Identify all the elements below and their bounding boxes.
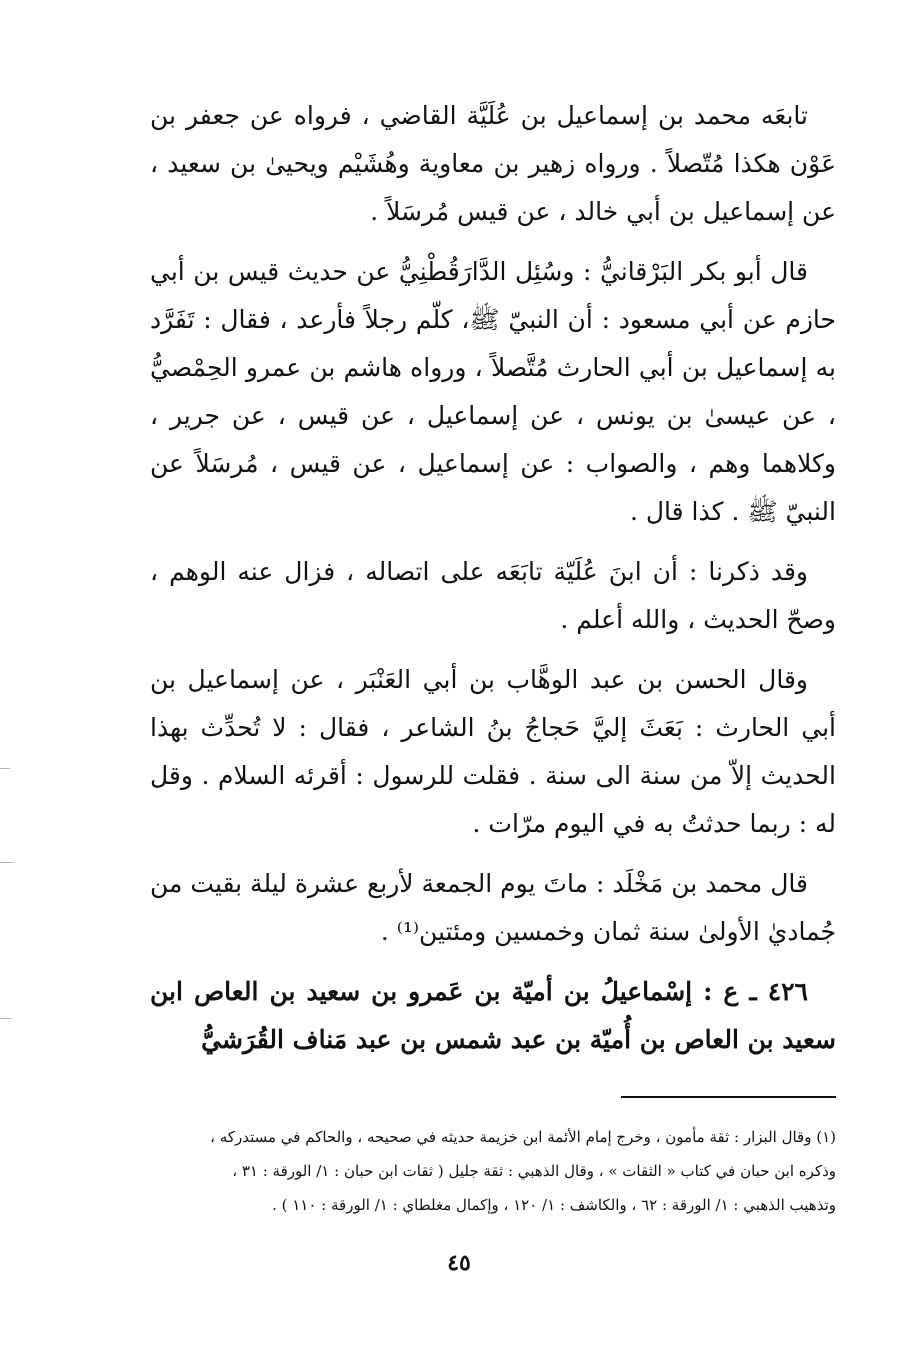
paragraph-4: وقال الحسن بن عبد الوهَّاب بن أبي العَنْبَر ، عن إسماعيل بن أبي الحارث : بَعَثَ إليَّ حَجاجُ بنُ الشاعر ، فقال : لا تُحدِّث بهذا الحديث إلاّ من سنة الى سنة . فقلت للرسول : أقرئه السلام . وقل له : ربما حدثتُ به في اليوم مرّات . [150, 665, 836, 838]
footnote-line: (١) وقال البزار : ثقة مأمون ، وخرج إمام الأئمة ابن خزيمة حديثه في صحيحه ، والحاكم في مستدركه ، [210, 1128, 836, 1146]
footnote-separator [621, 1096, 836, 1098]
paragraph-2: قال أبو بكر البَرْقانيُّ : وسُئِل الدَّارَقُطْنِيُّ عن حديث قيس بن أبي حازم عن أبي مسعود : أن النبيّ ﷺ، كلّم رجلاً فأرعد ، فقال : تَفَرَّد به إسماعيل بن أبي الحارث مُتَّصلاً ، ورواه هاشم بن عمرو الحِمْصيُّ ، عن عيسىٰ بن يونس ، عن إسماعيل ، عن قيس ، عن جرير ، وكلاهما وهم ، والصواب : عن إسماعيل ، عن قيس ، مُرسَلاً عن النبيّ ﷺ . كذا قال . [150, 257, 836, 526]
footnote-line: وذكره ابن حبان في كتاب « الثقات » ، وقال الذهبي : ثقة جليل ( ثقات ابن حبان : ١/ الورقة : ٣١ ، [232, 1162, 836, 1180]
margin-mark [0, 1018, 12, 1019]
margin-mark [0, 768, 10, 769]
main-text [150, 92, 836, 1076]
footnote-line: وتذهيب الذهبي : ١/ الورقة : ٦٢ ، والكاشف : ١/ ١٢٠ ، وإكمال مغلطاي : ١/ الورقة : ١١٠ ) . [272, 1196, 836, 1214]
paragraph-5: قال محمد بن مَخْلَد : ماتَ يوم الجمعة لأربع عشرة ليلة بقيت من جُماديٰ الأولىٰ سنة ثمان وخمسين ومئتين⁽¹⁾ . [150, 869, 836, 946]
biography-entry-heading: ٤٢٦ ـ ع : إسْماعيلُ بن أميّة بن عَمرو بن سعيد بن العاص ابن سعيد بن العاص بن أُميّة بن عبد شمس بن عبد مَناف القُرَشيُّ [150, 977, 836, 1054]
paragraph-1: تابعَه محمد بن إسماعيل بن عُلَيَّة القاضي ، فرواه عن جعفر بن عَوْن هكذا مُتّصلاً . ورواه زهير بن معاوية وهُشَيْم ويحيىٰ بن سعيد ، عن إسماعيل بن أبي خالد ، عن قيس مُرسَلاً . [150, 101, 836, 226]
page-number: ٤٥ [447, 1250, 471, 1276]
footnotes [150, 1120, 836, 1222]
margin-mark [0, 862, 14, 863]
paragraph-3: وقد ذكرنا : أن ابنَ عُلَيّة تابَعَه على اتصاله ، فزال عنه الوهم ، وصحّ الحديث ، والله أعلم . [150, 557, 836, 634]
